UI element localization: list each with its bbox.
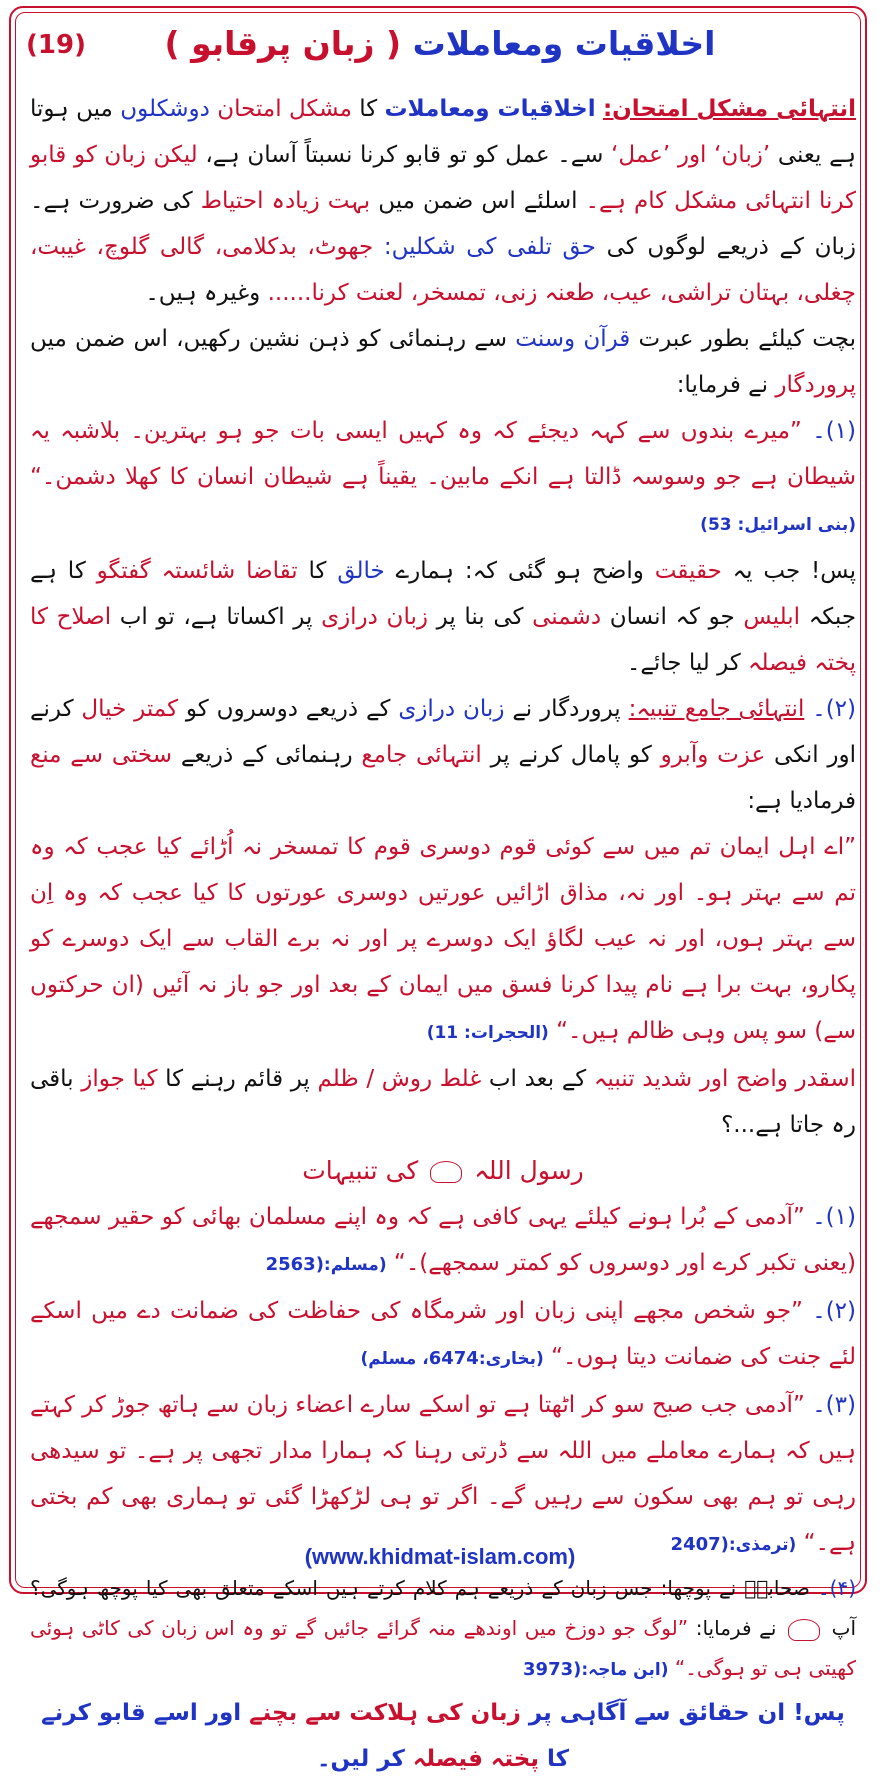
intro-red3: لیکن زبان کو قابو کرنا انتہائی مشکل کام ہے۔ (30, 142, 857, 214)
warning-red3: انتہائی جامع (361, 742, 482, 768)
reflection-red3: ابلیس (743, 604, 801, 630)
hadith-1-text: ”آدمی کے بُرا ہونے کیلئے یہی کافی ہے کہ وہ اپنے مسلمان بھائی کو حقیر سمجھے (یعنی تکبر کرے اور دوسروں کو کمتر سمجھے)۔“ (30, 1204, 856, 1276)
hadith-1 (30, 1194, 856, 1288)
hadith-3-ref-word: (ترمذی: (728, 1535, 797, 1555)
reflection-text1: پس! جب یہ (732, 558, 856, 584)
hadith-2-text: ”جو شخص مجھے اپنی زبان اور شرمگاہ کی حفاظت کی ضمانت دے میں اسکے لئے جنت کی ضمانت دیتا ہوں۔“ (30, 1298, 856, 1370)
question-text2: کے بعد اب (488, 1066, 587, 1092)
warning-text3: کرنے اور انکی (30, 696, 857, 768)
verse-1 (30, 408, 856, 548)
intro-text5: کی ضرورت ہے۔ (30, 188, 193, 214)
closing-red1: زبان کی ہلاکت سے بچنے (249, 1700, 521, 1726)
article-body (30, 86, 856, 1782)
intro-text7: وغیرہ ہیں۔ (145, 280, 261, 306)
intro-text2: میں ہوتا ہے یعنی (30, 96, 857, 168)
hadith-2-ref-word: (بخاری: (478, 1349, 544, 1369)
section-subtitle (30, 1148, 856, 1194)
question-text3: پر قائم رہنے کا (165, 1066, 310, 1092)
hadith-4 (30, 1568, 856, 1690)
intro-list: جھوٹ، بدکلامی، گالی گلوچ، غیبت، چغلی، بہتان تراشی، عیب، طعنہ زنی، تمسخر، لعنت کرنا...... (30, 234, 856, 306)
intro-red4: بہت زیادہ احتیاط (200, 188, 371, 214)
warning-text4: کو پامال کرنے پر (490, 742, 652, 768)
intro-red2: ’زبان‘ اور ’عمل‘ (611, 142, 771, 168)
guidance-text3: نے فرمایا: (676, 372, 769, 398)
page-title (120, 24, 760, 63)
hadith-3-number: (۳)۔ (812, 1392, 856, 1418)
question-text1: اسقدر واضح اور شدید تنبیہ (593, 1066, 857, 1092)
verse-1-number: (۱)۔ (812, 418, 857, 444)
question-red2: کیا جواز (81, 1066, 158, 1092)
hadith-2 (30, 1288, 856, 1382)
reflection-text8: کر لیا جائے۔ (626, 650, 741, 676)
closing-text2: اور اسے (153, 1700, 242, 1726)
guidance-text1: بچت کیلئے بطور عبرت (638, 326, 857, 352)
reflection-text4: کا ہے جبکہ (30, 558, 857, 630)
verse-2 (30, 824, 856, 1056)
intro-red1: مشکل امتحان (217, 96, 352, 122)
reflection-text2: واضح ہو گئی کہ: ہمارے (395, 558, 644, 584)
closing-blue1: قابو کرنے کا (41, 1700, 569, 1772)
guidance-paragraph (30, 316, 856, 408)
title-part1: اخلاقیات ومعاملات (412, 24, 716, 63)
verse-1-reference: (بنی اسرائیل: 53) (700, 515, 856, 535)
guidance-red: پروردگار (775, 372, 856, 398)
verse-2-text: ”اے اہل ایمان تم میں سے کوئی قوم دوسری قوم کا تمسخر نہ اُڑائے کیا عجب کہ وہ تم سے بہتر ہو۔ اور نہ، مذاق اڑائیں عورتیں دوسری عورتوں کا کیا عجب کہ وہ اِن سے بہتر ہوں، اور نہ عیب لگاؤ ایک دوسرے پر اور نہ برے القاب سے ایک دوسرے کو پکارو، بہت برا ہے نام پیدا کرنا فسق میں ایمان کے بعد اور جو باز نہ آئیں (ان حرکتوں سے) سو پس وہی ظالم ہیں۔“ (30, 834, 856, 1044)
warning-number: (۲)۔ (812, 696, 857, 722)
warning-label: انتہائی جامع تنبیہ: (628, 696, 805, 722)
hadith-4-intro: نے فرمایا: (695, 1616, 777, 1640)
intro-label: انتہائی مشکل امتحان: (602, 96, 857, 122)
hadith-2-number: (۲)۔ (812, 1298, 857, 1324)
intro-text3: سے۔ عمل کو تو قابو کرنا نسبتاً آسان ہے، (205, 142, 604, 168)
hadith-3 (30, 1382, 856, 1568)
subtitle-text2: کی تنبیہات (302, 1156, 419, 1185)
question-text4: باقی رہ جاتا ہے...؟ (30, 1066, 856, 1138)
question-paragraph (30, 1056, 856, 1148)
hadith-3-ref-number: 2407) (670, 1534, 729, 1555)
closing-text1: پس! ان حقائق سے آگاہی پر (528, 1700, 845, 1726)
intro-text6: زبان کے ذریعے لوگوں کی (606, 234, 857, 260)
hadith-4-text: ”لوگ جو دوزخ میں اوندھے منہ گرائے جائیں گے تو وہ اس زبان کی کاٹی ہوئی کھیتی ہی تو ہوگی۔“ (30, 1616, 856, 1680)
intro-blue2: دوشکلوں (120, 96, 210, 122)
reflection-blue1: خالق (337, 558, 385, 584)
warning-red1: کمتر خیال (81, 696, 179, 722)
reflection-red5: اصلاح کا پختہ فیصلہ (30, 604, 856, 676)
warning-red4: سختی سے منع (30, 742, 173, 768)
reflection-red2: تقاضا شائستہ گفتگو (96, 558, 298, 584)
website-link[interactable]: (www.khidmat-islam.com) (304, 1544, 576, 1569)
intro-blue: اخلاقیات ومعاملات (384, 96, 596, 122)
reflection-text3: کا (308, 558, 327, 584)
warning-blue1: زبان درازی (398, 696, 505, 722)
warning-text6: فرمادیا ہے: (747, 788, 856, 814)
warning-red2: عزت وآبرو (660, 742, 766, 768)
hadith-4-ref-word: (ابن ماجہ: (581, 1660, 669, 1680)
reflection-text7: پر اکساتا ہے، تو اب (119, 604, 313, 630)
title-part2: ( زبان پرقابو ) (164, 24, 402, 63)
reflection-paragraph (30, 548, 856, 686)
hadith-2-ref-tail: ، مسلم) (360, 1349, 429, 1369)
hadith-4-question: صحابہؓ نے پوچھا: جس زبان کے ذریعے ہم کلام کرتے ہیں اسکے متعلق بھی کیا پوچھ ہوگی؟ آپ (30, 1576, 857, 1640)
question-red1: غلط روش / ظلم (317, 1066, 482, 1092)
hadith-1-ref-word: (مسلم: (323, 1255, 387, 1275)
closing-red2: پختہ فیصلہ (412, 1746, 539, 1772)
hadith-1-number: (۱)۔ (812, 1204, 856, 1230)
verse-1-text: ”میرے بندوں سے کہہ دیجئے کہ وہ کہیں ایسی بات جو ہو بہترین۔ بلاشبہ یہ شیطان ہے جو وسوسہ ڈالتا ہے انکے مابین۔ یقیناً ہے شیطان انسان کا کھلا دشمن۔“ (30, 418, 856, 490)
page-number: (19) (26, 30, 86, 60)
subtitle-text1: رسول اللہ (474, 1156, 584, 1185)
closing-paragraph (30, 1690, 856, 1782)
warning-text1: پروردگار نے (512, 696, 621, 722)
warning-text2: کے ذریعے دوسروں کو (185, 696, 391, 722)
reflection-blue2: دشمنی (532, 604, 602, 630)
intro-forms-label: حق تلفی کی شکلیں: (383, 234, 596, 260)
reflection-text5: جو کہ انسان (609, 604, 735, 630)
reflection-red1: حقیقت (654, 558, 722, 584)
guidance-blue: قرآن وسنت (515, 326, 631, 352)
salutation-seal-icon (788, 1619, 820, 1641)
reflection-text6: کی بنا پر (436, 604, 524, 630)
intro-text4: اسلئے اس ضمن میں (378, 188, 578, 214)
reflection-red4: زبان درازی (321, 604, 428, 630)
intro-paragraph (30, 86, 856, 316)
hadith-1-ref-number: 2563) (265, 1254, 324, 1275)
intro-text1: کا (359, 96, 378, 122)
closing-text3: کر لیں۔ (317, 1746, 405, 1772)
warning-paragraph (30, 686, 856, 824)
hadith-3-text: ”آدمی جب صبح سو کر اٹھتا ہے تو اسکے سارے اعضاء زبان سے ہاتھ جوڑ کر کہتے ہیں کہ ہمارے معاملے میں اللہ سے ڈرتی رہنا کہ ہمارا مدار تجھی پر ہے۔ تو سیدھی رہی تو ہم بھی سکون سے رہیں گے۔ اگر تو ہی لڑکھڑا گئی تو ہماری بھی کم بختی ہے۔“ (30, 1392, 856, 1556)
hadith-4-ref-number: 3973) (523, 1659, 582, 1680)
salutation-seal-icon (430, 1161, 462, 1183)
hadith-2-ref-number: 6474 (428, 1348, 479, 1369)
warning-text5: رہنمائی کے ذریعے (180, 742, 353, 768)
verse-2-reference: (الحجرات: 11) (426, 1023, 549, 1043)
guidance-text2: سے رہنمائی کو ذہن نشین رکھیں، اس ضمن میں (30, 326, 508, 352)
hadith-4-number: (۴)۔ (817, 1576, 857, 1600)
